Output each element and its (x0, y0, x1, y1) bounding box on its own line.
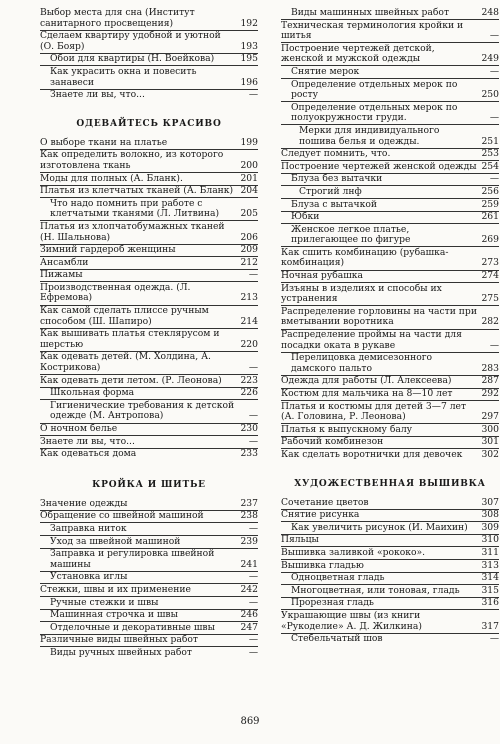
toc-entry-title: Зимний гардероб женщины (40, 244, 176, 256)
toc-entry (281, 212, 499, 224)
toc-entry (281, 174, 499, 186)
toc-entry (281, 330, 499, 353)
toc-entry-title: Сделаем квартиру удобной и уютной (О. Бояр) (40, 30, 221, 52)
toc-entry-title: Значение одежды (40, 497, 128, 509)
toc-entry-page: 242 (240, 583, 258, 595)
toc-entry-title: Пяльцы (281, 534, 319, 546)
toc-entry-title: Многоцветная, или тоновая, гладь (291, 584, 460, 596)
toc-entry-title: Изъяны в изделиях и способы их устранения (281, 282, 442, 305)
toc-entry-page: 205 (240, 208, 258, 220)
toc-entry-page: 259 (481, 198, 499, 210)
toc-entry-page: — (248, 596, 258, 608)
toc-entry-title: Украшающие швы (из книги «Рукоделие» А. Д. Жилкина) (281, 609, 422, 632)
toc-entry (281, 437, 499, 449)
toc-entry-title: Моды для полных (А. Бланк). (40, 172, 183, 184)
toc-entry-page: 213 (240, 292, 258, 304)
toc-entry-title: Обои для квартиры (Н. Воейкова) (50, 53, 215, 65)
toc-entry-page: 315 (481, 584, 499, 596)
toc-entry (281, 586, 499, 598)
toc-entry-page: 301 (481, 436, 499, 448)
toc-entry-page: — (248, 89, 258, 101)
toc-entry-page: 192 (240, 17, 258, 29)
toc-entry-page: 201 (240, 172, 258, 184)
toc-entry (281, 535, 499, 547)
toc-entry-page: 241 (240, 558, 258, 570)
toc-entry (40, 329, 258, 352)
toc-entry (40, 376, 258, 388)
toc-entry-title: Следует помнить, что. (281, 148, 391, 160)
toc-entry (40, 283, 258, 306)
toc-entry-title: Установка иглы (50, 571, 128, 583)
toc-entry-title: Различные виды швейных работ (40, 634, 198, 646)
toc-entry-title: Как сшить комбинацию (рубашка-комбинация) (281, 246, 449, 269)
toc-entry-page: 220 (240, 338, 258, 350)
toc-entry (281, 498, 499, 510)
toc-entry-page: 283 (481, 362, 499, 374)
toc-entry (281, 598, 499, 610)
toc-entry-page: 311 (481, 546, 499, 558)
toc-entry (281, 376, 499, 388)
toc-entry-title: Пижамы (40, 269, 83, 281)
toc-entry (40, 598, 258, 610)
toc-entry-page: 253 (481, 148, 499, 160)
toc-entry (281, 450, 499, 461)
toc-entry-page: 209 (240, 244, 258, 256)
toc-entry-title: Платья к выпускному балу (281, 423, 413, 435)
toc-entry (40, 90, 258, 101)
toc-entry-page: 195 (240, 53, 258, 65)
section-spacer (281, 461, 499, 479)
section-spacer (40, 460, 258, 480)
toc-entry-page: 254 (481, 160, 499, 172)
toc-entry-title: Как определить волокно, из которого изготовлена ткань (40, 149, 224, 171)
toc-entry (281, 611, 499, 634)
toc-entry-page: 302 (481, 448, 499, 460)
toc-entry-page: 282 (481, 316, 499, 328)
toc-entry (40, 401, 258, 424)
toc-entry-page: 226 (240, 387, 258, 399)
toc-entry-title: Платья из клетчатых тканей (А. Бланк) (40, 185, 234, 197)
toc-entry-title: Техническая терминология кройки и шитья (281, 19, 464, 42)
toc-entry-title: Как украсить окна и повесить занавеси (50, 65, 197, 88)
section-spacer (40, 101, 258, 119)
toc-entry-title: Знаете ли вы, что... (50, 89, 145, 101)
toc-entry-page: 317 (481, 620, 499, 632)
toc-entry-title: Что надо помнить при работе с клетчатыми тканями (Л. Литвина) (50, 197, 220, 220)
toc-entry-title: Распределение горловины на части при вметывании воротника (281, 305, 477, 328)
toc-entry-title: Стебельчатый шов (291, 633, 383, 645)
toc-entry-page: 223 (240, 374, 258, 386)
toc-entry-title: Рабочий комбинезон (281, 436, 384, 448)
toc-entry-page: 230 (240, 423, 258, 434)
toc-entry-title: Блуза с вытачкой (291, 198, 377, 210)
toc-entry-title: Виды ручных швейных работ (50, 646, 192, 658)
toc-entry (40, 306, 258, 329)
toc-entry (40, 449, 258, 460)
toc-entry-title: Распределение проймы на части для посадки оката в рукаве (281, 329, 462, 351)
toc-entry-page: 200 (240, 159, 258, 171)
toc-entry-title: Вышивка гладью (281, 559, 364, 571)
toc-entry-page: 246 (240, 609, 258, 621)
toc-entry (281, 353, 499, 376)
section-heading: ОДЕВАЙТЕСЬ КРАСИВО (76, 118, 222, 129)
toc-entry (40, 635, 258, 647)
toc-entry-title: Машинная строчка и швы (50, 609, 178, 621)
toc-entry (281, 425, 499, 437)
toc-entry-title: Ансамбли (40, 256, 89, 268)
toc-entry-page: 193 (240, 40, 258, 52)
toc-entry-title: Сочетание цветов (281, 496, 369, 508)
toc-entry (281, 200, 499, 212)
toc-entry (40, 174, 258, 186)
toc-entry (40, 511, 258, 523)
toc-entry-page: — (489, 173, 499, 185)
toc-entry-title: Заправка ниток (50, 522, 127, 534)
toc-entry-page: — (248, 646, 258, 658)
toc-entry-title: Стежки, швы и их применение (40, 583, 191, 595)
toc-entry-title: Уход за швейной машиной (50, 535, 181, 547)
toc-entry-title: Одноцветная гладь (291, 572, 385, 584)
toc-entry-page: 287 (481, 375, 499, 387)
toc-entry-page: 237 (240, 497, 258, 509)
toc-entry-page: 214 (240, 315, 258, 327)
toc-entry (40, 150, 258, 173)
toc-entry (281, 225, 499, 248)
toc-entry (40, 424, 258, 436)
toc-entry-page: 307 (481, 496, 499, 508)
toc-entry-title: Построение чертежей детской, женской и мужской одежды (281, 42, 435, 65)
toc-entry (40, 258, 258, 270)
toc-entry (40, 585, 258, 597)
toc-entry-page: 310 (481, 534, 499, 546)
toc-entry (40, 524, 258, 536)
toc-entry (281, 389, 499, 401)
toc-entry-title: Строгий лнф (299, 185, 362, 197)
toc-entry-title: Снятие рисунка (281, 509, 360, 521)
toc-entry-title: Ручные стежки и швы (50, 596, 159, 608)
toc-entry (40, 623, 258, 635)
toc-entry-title: Производственная одежда. (Л. Ефремова) (40, 281, 191, 304)
toc-entry (40, 610, 258, 622)
toc-entry (40, 138, 258, 150)
toc-entry-page: 204 (240, 185, 258, 197)
toc-entry-page: 212 (240, 256, 258, 268)
toc-entry-title: Как вышивать платья стеклярусом и шерстью (40, 328, 220, 350)
toc-entry-page: 196 (240, 76, 258, 88)
toc-entry-page: — (489, 112, 499, 124)
toc-entry-page: 233 (240, 448, 258, 460)
toc-entry (281, 548, 499, 560)
toc-entry-page: — (248, 522, 258, 534)
toc-entry-title: Мерки для индивидуального пошива белья и одежды. (299, 124, 440, 147)
toc-entry-title: Заправка и регулировка швейной машины (50, 548, 215, 570)
section-heading: КРОЙКА И ШИТЬЕ (92, 479, 206, 490)
toc-entry-page: — (489, 30, 499, 42)
toc-entry-page: 239 (240, 535, 258, 547)
toc-entry-title: Определение отдельных мерок по полуокружности груди. (291, 101, 458, 124)
toc-entry-title: Как одеваться дома (40, 448, 137, 460)
toc-entry-title: Женское легкое платье, прилегающее по фигуре (291, 223, 411, 246)
toc-entry (281, 248, 499, 271)
toc-entry-title: Как самой сделать плиссе ручным способом (Ш. Шапиро) (40, 305, 209, 327)
toc-entry-title: О ночном белье (40, 423, 118, 434)
page-number: 869 (240, 716, 260, 727)
toc-entry (281, 149, 499, 161)
toc-entry-title: Отделочные и декоративные швы (50, 621, 215, 633)
toc-entry-title: Выбор места для сна (Институт санитарного просвещения) (40, 7, 195, 29)
toc-entry-title: Как одевать детей. (М. Холдина, А. Кострикова) (40, 351, 211, 374)
toc-entry (40, 270, 258, 282)
toc-entry (40, 499, 258, 511)
toc-entry-page: 261 (481, 211, 499, 223)
toc-entry-page: — (489, 339, 499, 351)
toc-entry-title: Снятие мерок (291, 65, 360, 77)
toc-entry (40, 388, 258, 400)
toc-entry (281, 634, 499, 645)
toc-entry-title: Прорезная гладь (291, 597, 374, 609)
toc-entry-title: Как увеличить рисунок (И. Маихин) (291, 521, 468, 533)
toc-entry (281, 8, 499, 20)
toc-entry-page: — (248, 269, 258, 281)
toc-entry (40, 648, 258, 659)
toc-entry (281, 126, 499, 149)
toc-entry-title: Обращение со швейной машиной (40, 510, 204, 522)
toc-entry (281, 561, 499, 573)
toc-entry (281, 284, 499, 307)
toc-entry-page: — (248, 634, 258, 646)
toc-entry (40, 537, 258, 549)
toc-entry-page: — (489, 65, 499, 77)
toc-entry-page: 247 (240, 621, 258, 633)
toc-entry-page: 248 (481, 7, 499, 18)
toc-entry-title: О выборе ткани на платье (40, 136, 168, 148)
toc-entry (281, 21, 499, 44)
toc-entry-title: Гигиенические требования к детской одежде (М. Антропова) (50, 399, 235, 422)
toc-entry (281, 162, 499, 174)
toc-entry-page: 309 (481, 521, 499, 533)
toc-entry-page: — (248, 435, 258, 447)
toc-entry-page: 269 (481, 234, 499, 246)
toc-entry (40, 54, 258, 66)
toc-entry-title: Как сделать воротнички для девочек (281, 448, 463, 460)
toc-entry (281, 523, 499, 535)
toc-entry (281, 510, 499, 522)
toc-entry-title: Вышивка заливкой «рококо». (281, 546, 426, 558)
toc-entry (281, 44, 499, 67)
toc-entry-title: Ночная рубашка (281, 270, 363, 282)
toc-entry-title: Как одевать дети летом. (Р. Леонова) (40, 374, 222, 386)
toc-entry-page: 297 (481, 411, 499, 423)
toc-entry (281, 67, 499, 79)
toc-entry (40, 572, 258, 584)
toc-entry (281, 271, 499, 283)
toc-entry (40, 222, 258, 245)
toc-entry-title: Определение отдельных мерок по росту (291, 78, 458, 101)
toc-entry (281, 187, 499, 199)
toc-entry-page: 251 (481, 135, 499, 147)
toc-entry-page: 199 (240, 136, 258, 148)
toc-entry-page: — (248, 362, 258, 374)
toc-entry-page: — (248, 571, 258, 583)
toc-entry-title: Костюм для мальчика на 8—10 лет (281, 388, 453, 399)
toc-entry (40, 186, 258, 198)
toc-entry (281, 402, 499, 425)
toc-entry-title: Юбки (291, 211, 320, 223)
toc-entry-page: 300 (481, 423, 499, 435)
toc-entry-title: Виды машинных швейных работ (291, 7, 450, 18)
toc-entry-page: 314 (481, 572, 499, 584)
toc-entry-page: 308 (481, 509, 499, 521)
toc-entry-page: 238 (240, 510, 258, 522)
toc-entry (281, 307, 499, 330)
toc-entry-title: Построение чертежей женской одежды (281, 160, 477, 172)
toc-entry-page: 275 (481, 293, 499, 305)
toc-entry (40, 67, 258, 90)
toc-entry-page: 273 (481, 257, 499, 269)
toc-right-column (281, 8, 499, 645)
toc-entry-page: — (489, 633, 499, 645)
toc-entry (281, 573, 499, 585)
toc-entry-title: Перелицовка демисезонного дамского пальто (291, 352, 433, 374)
toc-entry-page: 206 (240, 231, 258, 243)
toc-entry-title: Одежда для работы (Л. Алексеева) (281, 375, 452, 387)
toc-entry (40, 437, 258, 449)
toc-entry-page: 292 (481, 388, 499, 399)
toc-entry-title: Школьная форма (50, 387, 135, 399)
toc-entry-page: 274 (481, 270, 499, 282)
toc-entry (40, 8, 258, 31)
toc-entry-title: Знаете ли вы, что... (40, 435, 135, 447)
toc-entry (40, 245, 258, 257)
toc-entry-title: Блуза без вытачки (291, 173, 383, 185)
toc-left-column (40, 8, 258, 659)
toc-entry-title: Платья из хлопчатобумажных тканей (Н. Шальнова) (40, 220, 225, 243)
toc-entry-page: 316 (481, 597, 499, 609)
toc-entry-page: — (248, 410, 258, 422)
toc-entry (40, 199, 258, 222)
toc-entry (40, 549, 258, 572)
toc-entry (40, 31, 258, 54)
toc-entry-page: 313 (481, 559, 499, 571)
toc-entry (281, 103, 499, 126)
toc-entry-title: Платья и костюмы для детей 3—7 лет (А. Головина, Р. Леонова) (281, 400, 467, 423)
toc-entry (40, 352, 258, 375)
toc-entry-page: 249 (481, 53, 499, 65)
toc-entry (281, 80, 499, 103)
toc-entry-page: 256 (481, 185, 499, 197)
section-heading: ХУДОЖЕСТВЕННАЯ ВЫШИВКА (294, 478, 486, 489)
toc-entry-page: 250 (481, 89, 499, 101)
